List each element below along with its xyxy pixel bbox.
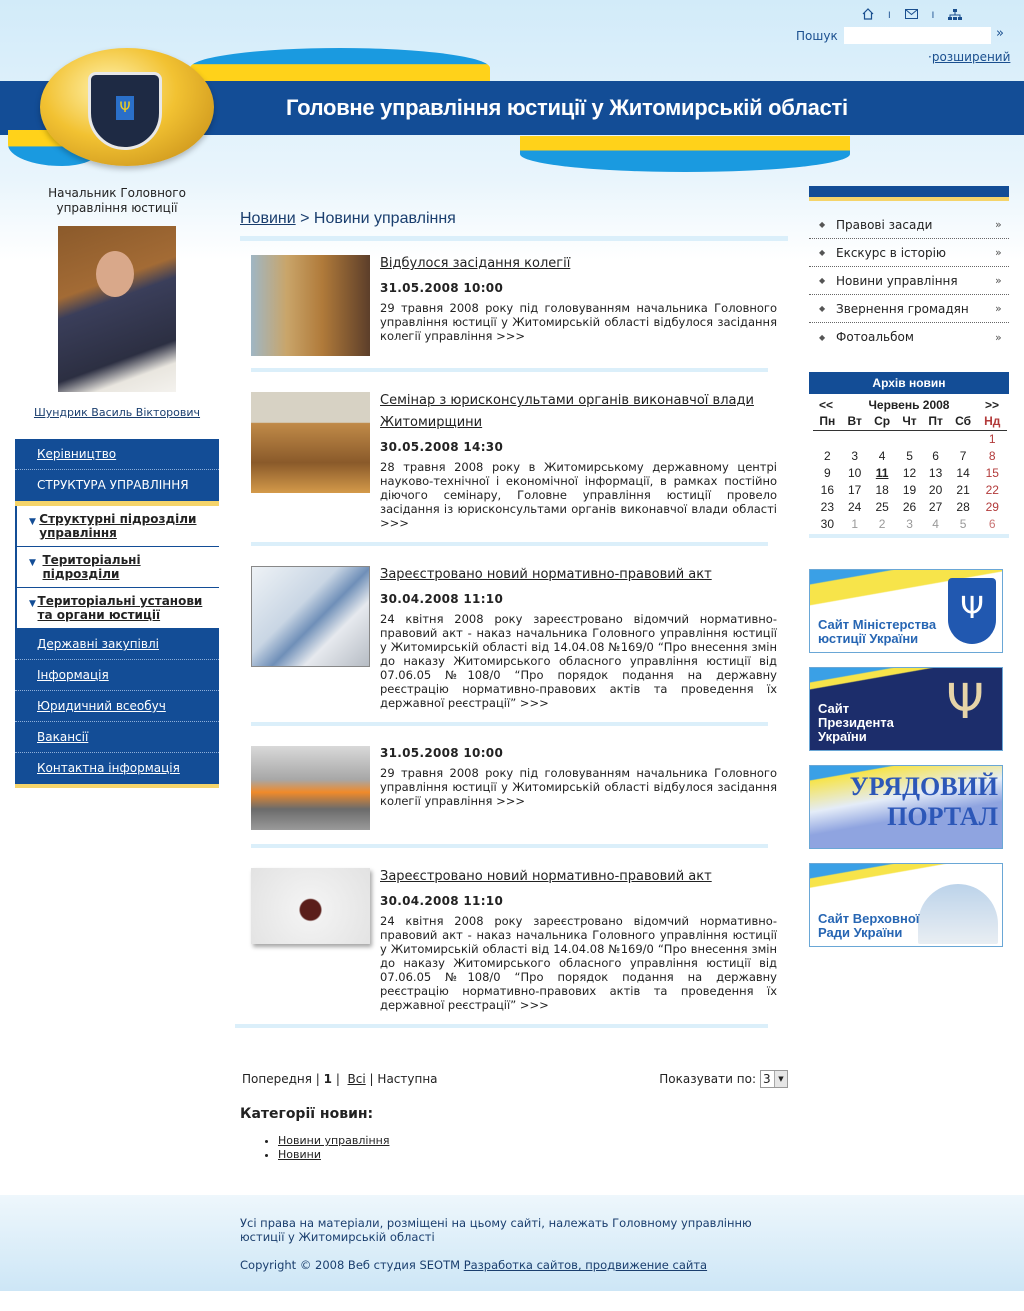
calendar-day[interactable]: 14 bbox=[956, 465, 970, 480]
calendar-day bbox=[813, 430, 842, 447]
weekday-header: Ср bbox=[868, 412, 897, 430]
category-item bbox=[278, 1148, 389, 1162]
separator: I bbox=[931, 10, 935, 21]
copyright-text: Copyright © 2008 Веб студия SEOTM bbox=[240, 1258, 464, 1272]
calendar-day[interactable]: 7 bbox=[959, 448, 967, 463]
banner-line: УРЯДОВИЙ bbox=[849, 772, 998, 801]
news-item bbox=[240, 746, 788, 830]
subnav-item-justice-institutions[interactable] bbox=[17, 588, 219, 629]
calendar-day[interactable]: 1 bbox=[851, 516, 859, 531]
news-thumbnail[interactable] bbox=[251, 868, 370, 944]
news-item bbox=[240, 566, 788, 710]
news-title bbox=[380, 564, 777, 586]
banner-text: Сайт Міністерства юстиції України bbox=[818, 617, 937, 646]
news-body bbox=[380, 868, 777, 1012]
calendar-day[interactable]: 5 bbox=[906, 448, 913, 463]
calendar-week bbox=[813, 447, 1007, 464]
right-header-bar bbox=[809, 186, 1009, 201]
banner-president[interactable] bbox=[809, 667, 1003, 751]
breadcrumb-root-link[interactable]: Новини bbox=[240, 210, 296, 227]
calendar-day bbox=[922, 430, 948, 447]
calendar-day[interactable]: 24 bbox=[848, 499, 862, 514]
advanced-search-link[interactable]: розширений bbox=[931, 50, 1011, 64]
calendar-day[interactable]: 3 bbox=[851, 448, 859, 463]
calendar-day bbox=[868, 430, 897, 447]
pagination bbox=[242, 1072, 438, 1086]
main-content bbox=[240, 210, 788, 1161]
flag-ribbon bbox=[520, 136, 850, 172]
news-title-link[interactable]: Зареєстровано новий нормативно-правовий акт bbox=[380, 567, 712, 582]
calendar-day[interactable]: 6 bbox=[988, 516, 996, 531]
category-link[interactable]: Новини bbox=[278, 1148, 321, 1161]
main-nav bbox=[15, 439, 219, 788]
calendar-week bbox=[813, 481, 1007, 498]
nav-item-label[interactable]: Керівництво bbox=[37, 447, 117, 461]
calendar-day[interactable]: 2 bbox=[878, 516, 886, 531]
bullet-icon: ◆ bbox=[819, 304, 826, 313]
search-input[interactable] bbox=[844, 27, 991, 44]
bullet-icon: ◆ bbox=[819, 248, 826, 257]
chief-title: Начальник Головного управління юстиції bbox=[48, 186, 186, 215]
calendar-day[interactable]: 27 bbox=[928, 499, 943, 514]
calendar-day bbox=[897, 430, 923, 447]
calendar-day[interactable]: 23 bbox=[820, 499, 835, 514]
partner-banners bbox=[809, 569, 1009, 947]
news-date: 31.05.2008 10:00 bbox=[380, 746, 504, 760]
news-title-link[interactable]: Семінар з юрисконсультами органів виконавчої влади Житомирщини bbox=[380, 393, 754, 430]
quick-link-photoalbum[interactable] bbox=[809, 323, 1009, 351]
news-summary[interactable]: 28 травня 2008 року в Житомирському державному центрі науково-технічної і економічної інформації, в рамках постійно діючого семінару, Головне управління юстиції провело засідання із юрисконсультами органів виконавчої влади області >>> bbox=[380, 460, 777, 530]
current-page: 1 bbox=[323, 1072, 333, 1086]
chevron-down-icon: ▼ bbox=[774, 1071, 787, 1087]
banner-text: Сайт Верховної Ради України bbox=[818, 911, 920, 940]
news-item bbox=[240, 868, 788, 1012]
separator: | bbox=[369, 1072, 374, 1086]
news-date: 30.05.2008 14:30 bbox=[380, 440, 504, 454]
news-title bbox=[380, 390, 777, 434]
news-title-link[interactable]: Зареєстровано новий нормативно-правовий акт bbox=[380, 869, 712, 884]
site-title: Головне управління юстиції у Житомирській області bbox=[286, 95, 848, 120]
news-date: 31.05.2008 10:00 bbox=[380, 281, 504, 295]
quick-link-label: Звернення громадян bbox=[836, 301, 969, 316]
divider bbox=[251, 844, 768, 848]
divider bbox=[809, 534, 1009, 538]
weekday-header: Нд bbox=[977, 412, 1007, 430]
left-sidebar bbox=[15, 186, 219, 788]
calendar-day[interactable]: 8 bbox=[988, 448, 996, 463]
footer bbox=[0, 1195, 1024, 1291]
search-label: Пошук bbox=[796, 29, 838, 43]
banner-line: ПОРТАЛ bbox=[887, 802, 998, 831]
calendar-day[interactable]: 18 bbox=[875, 482, 889, 497]
calendar-grid bbox=[813, 412, 1007, 532]
calendar-day[interactable]: 1 bbox=[988, 431, 996, 446]
news-summary[interactable]: 24 квітня 2008 року зареєстровано відомчий нормативно-правовий акт - наказ начальника Головного управління юстиції у Житомирській області від 14.04.08 №169/0 “Про внесення змін до наказу Житомирського обласного управління юстиції від 07.06.05 №108/0 “Про порядок подання на державну реєстрацію нормативно-правових актів та проведення їх державної реєстрації” >>> bbox=[380, 612, 777, 710]
calendar-day[interactable]: 17 bbox=[848, 482, 862, 497]
separator: I bbox=[888, 10, 891, 21]
chief-name bbox=[15, 406, 219, 419]
next-page[interactable]: Наступна bbox=[377, 1072, 438, 1086]
chief-name-link[interactable]: Шундрик Василь Вікторович bbox=[33, 406, 201, 419]
calendar-day[interactable]: 28 bbox=[956, 499, 970, 514]
search-submit-button[interactable]: » bbox=[996, 26, 1004, 41]
nav-item-procurement[interactable] bbox=[15, 629, 219, 660]
home-icon[interactable] bbox=[862, 8, 874, 23]
subnav-item-label[interactable]: Структурні підрозділи управління bbox=[39, 512, 197, 540]
category-item bbox=[278, 1134, 389, 1148]
news-title bbox=[380, 866, 777, 888]
subnav-item-structural-units[interactable] bbox=[17, 506, 219, 547]
chief-photo[interactable] bbox=[58, 226, 176, 392]
calendar-week bbox=[813, 430, 1007, 447]
double-chevron-icon: » bbox=[995, 274, 1002, 287]
weekday-header: Пт bbox=[922, 412, 948, 430]
quick-link-news[interactable] bbox=[809, 267, 1009, 295]
calendar-day[interactable]: 29 bbox=[985, 499, 999, 514]
double-chevron-icon: » bbox=[995, 302, 1002, 315]
mail-icon[interactable] bbox=[905, 9, 918, 22]
quick-link-label: Правові засади bbox=[836, 217, 933, 232]
calendar-day[interactable]: 26 bbox=[902, 499, 917, 514]
prev-page[interactable]: Попередня bbox=[242, 1072, 312, 1086]
double-chevron-icon: » bbox=[995, 218, 1002, 231]
nav-item-label[interactable]: Державні закупівлі bbox=[37, 637, 159, 651]
news-body bbox=[380, 746, 777, 830]
nav-item-label[interactable]: Юридичний всеобуч bbox=[37, 699, 166, 713]
calendar-day[interactable]: 30 bbox=[820, 516, 835, 531]
parliament-building-icon bbox=[918, 884, 998, 944]
calendar-day[interactable]: 13 bbox=[928, 465, 943, 480]
chevron-down-icon: ▼ bbox=[29, 599, 36, 609]
calendar-day[interactable]: 12 bbox=[902, 465, 917, 480]
news-body bbox=[380, 392, 777, 530]
footer-copyright bbox=[240, 1258, 707, 1272]
divider bbox=[251, 368, 768, 372]
divider bbox=[235, 1024, 768, 1028]
breadcrumb-separator: > bbox=[295, 210, 314, 227]
per-page-select[interactable] bbox=[760, 1070, 788, 1088]
all-pages-link[interactable]: Всі bbox=[347, 1072, 366, 1086]
quick-link-history[interactable] bbox=[809, 239, 1009, 267]
divider bbox=[251, 542, 768, 546]
face-shape bbox=[96, 251, 134, 297]
news-thumbnail[interactable] bbox=[251, 255, 370, 356]
calendar-day[interactable]: 4 bbox=[932, 516, 939, 531]
news-summary[interactable]: 29 травня 2008 року під головуванням начальника Головного управління юстиції у Житомирській області відбулося засідання колегії управління >>> bbox=[380, 766, 777, 808]
news-thumbnail[interactable] bbox=[251, 392, 370, 493]
categories-list bbox=[266, 1134, 389, 1162]
news-body bbox=[380, 566, 777, 710]
banner-government-portal[interactable] bbox=[809, 765, 1003, 849]
calendar-day[interactable]: 22 bbox=[985, 482, 999, 497]
advanced-search bbox=[928, 50, 1010, 64]
news-item bbox=[240, 392, 788, 530]
weekday-header: Вт bbox=[842, 412, 868, 430]
weekday-header: Чт bbox=[897, 412, 923, 430]
news-summary[interactable]: 24 квітня 2008 року зареєстровано відомчий нормативно-правовий акт - наказ начальника Головного управління юстиції у Житомирській області від 14.04.08 №169/0 “Про внесення змін до наказу Житомирського обласного управління юстиції від 07.06.05 №108/0 “Про порядок подання на державну реєстрацію нормативно-правових актів та проведення їх державної реєстрації” >>> bbox=[380, 914, 777, 1012]
per-page bbox=[659, 1070, 788, 1088]
categories-heading: Категорії новин: bbox=[240, 1106, 374, 1122]
footer-rights: Усі права на матеріали, розміщені на цьому сайті, належать Головному управлінню юстиції у Житомирській області bbox=[240, 1216, 752, 1244]
news-body bbox=[380, 255, 777, 356]
calendar-nav bbox=[809, 394, 1009, 412]
news-thumbnail[interactable] bbox=[251, 566, 370, 667]
calendar-day[interactable]: 5 bbox=[959, 516, 967, 531]
news-item bbox=[240, 241, 788, 356]
bullet-icon: ◆ bbox=[819, 276, 826, 285]
calendar-day[interactable]: 20 bbox=[928, 482, 943, 497]
news-title-link[interactable]: Відбулося засідання колегії bbox=[380, 256, 571, 271]
nav-item-label[interactable]: Вакансії bbox=[37, 730, 89, 744]
calendar-day[interactable]: 21 bbox=[956, 482, 970, 497]
calendar-day[interactable]: 11 bbox=[875, 465, 889, 480]
double-chevron-icon: » bbox=[995, 246, 1002, 259]
nav-item-label[interactable]: Контактна інформація bbox=[37, 761, 180, 775]
quick-links bbox=[809, 211, 1009, 351]
bullet-icon: · bbox=[928, 50, 932, 64]
separator: | bbox=[315, 1072, 320, 1086]
nav-item-legal-education[interactable] bbox=[15, 691, 219, 722]
calendar-day[interactable]: 9 bbox=[824, 465, 831, 480]
studio-link[interactable]: Разработка сайтов, продвижение сайта bbox=[463, 1258, 708, 1272]
banner-verkhovna-rada[interactable] bbox=[809, 863, 1003, 947]
quick-link-label: Фотоальбом bbox=[836, 330, 914, 344]
chevron-down-icon: ▼ bbox=[29, 517, 36, 527]
bullet-icon: ◆ bbox=[819, 332, 826, 342]
news-date: 30.04.2008 11:10 bbox=[380, 894, 504, 908]
quick-link-label: Новини управління bbox=[836, 273, 958, 288]
banner-text bbox=[850, 772, 998, 832]
sitemap-icon[interactable] bbox=[948, 9, 962, 23]
subnav bbox=[17, 506, 219, 629]
nav-item-vacancies[interactable] bbox=[15, 722, 219, 753]
news-archive-calendar bbox=[809, 372, 1009, 538]
calendar-day[interactable]: 19 bbox=[902, 482, 917, 497]
next-month-button[interactable]: >> bbox=[984, 398, 999, 412]
quick-link-appeals[interactable] bbox=[809, 295, 1009, 323]
news-summary[interactable]: 29 травня 2008 року під головуванням начальника Головного управління юстиції у Житомирській області відбулося засідання колегії управління >>> bbox=[380, 301, 777, 343]
header bbox=[0, 0, 1024, 185]
calendar-day[interactable]: 2 bbox=[824, 448, 831, 463]
quick-link-legal-basis[interactable] bbox=[809, 211, 1009, 239]
trident-icon: Ψ bbox=[116, 96, 134, 120]
calendar-day[interactable]: 25 bbox=[875, 499, 889, 514]
double-chevron-icon: » bbox=[995, 330, 1002, 344]
bullet-icon: ◆ bbox=[819, 220, 826, 229]
calendar-day bbox=[842, 430, 868, 447]
trident-icon: Ψ bbox=[946, 674, 984, 730]
nav-item-information[interactable] bbox=[15, 660, 219, 691]
calendar-day[interactable]: 3 bbox=[906, 516, 913, 531]
news-thumbnail[interactable] bbox=[251, 746, 370, 830]
separator: | bbox=[335, 1072, 340, 1086]
breadcrumb bbox=[240, 210, 788, 232]
calendar-day[interactable]: 4 bbox=[878, 448, 886, 463]
subnav-item-territorial-units[interactable] bbox=[17, 547, 219, 588]
per-page-value: 3 bbox=[763, 1072, 771, 1086]
nav-item-structure[interactable]: СТРУКТУРА УПРАВЛІННЯ bbox=[37, 478, 189, 492]
calendar-day bbox=[949, 430, 978, 447]
category-link[interactable]: Новини управління bbox=[278, 1134, 390, 1147]
weekday-header: Сб bbox=[949, 412, 978, 430]
calendar-week bbox=[813, 515, 1007, 532]
calendar-heading: Архів новин bbox=[809, 372, 1009, 394]
nav-item-label[interactable]: Інформація bbox=[37, 668, 109, 682]
calendar-week bbox=[813, 464, 1007, 481]
calendar-day[interactable]: 6 bbox=[932, 448, 939, 463]
nav-item-contacts[interactable] bbox=[15, 753, 219, 784]
chevron-down-icon: ▼ bbox=[29, 558, 36, 568]
quick-link-label: Екскурс в історію bbox=[836, 245, 947, 260]
calendar-day[interactable]: 16 bbox=[820, 482, 835, 497]
divider bbox=[251, 722, 768, 726]
trident-icon: Ψ bbox=[948, 578, 996, 644]
right-sidebar bbox=[809, 186, 1009, 961]
prev-month-button[interactable]: << bbox=[819, 398, 834, 412]
banner-text: Сайт Президента України bbox=[818, 701, 894, 744]
news-title bbox=[380, 253, 777, 275]
top-icons bbox=[862, 8, 962, 23]
subnav-item-label[interactable]: Територіальні підрозділи bbox=[42, 553, 141, 581]
calendar-month: Червень 2008 bbox=[868, 398, 950, 412]
calendar-day[interactable]: 15 bbox=[985, 465, 999, 480]
calendar-day[interactable]: 10 bbox=[848, 465, 862, 480]
news-date: 30.04.2008 11:10 bbox=[380, 592, 504, 606]
breadcrumb-current: Новини управління bbox=[313, 210, 456, 227]
per-page-label: Показувати по: bbox=[659, 1072, 756, 1086]
weekday-header: Пн bbox=[813, 412, 842, 430]
subnav-item-label[interactable]: Територіальні установи та органи юстиції bbox=[37, 594, 203, 622]
banner-ministry-of-justice[interactable] bbox=[809, 569, 1003, 653]
nav-item-leadership[interactable] bbox=[15, 439, 219, 470]
calendar-week bbox=[813, 498, 1007, 515]
